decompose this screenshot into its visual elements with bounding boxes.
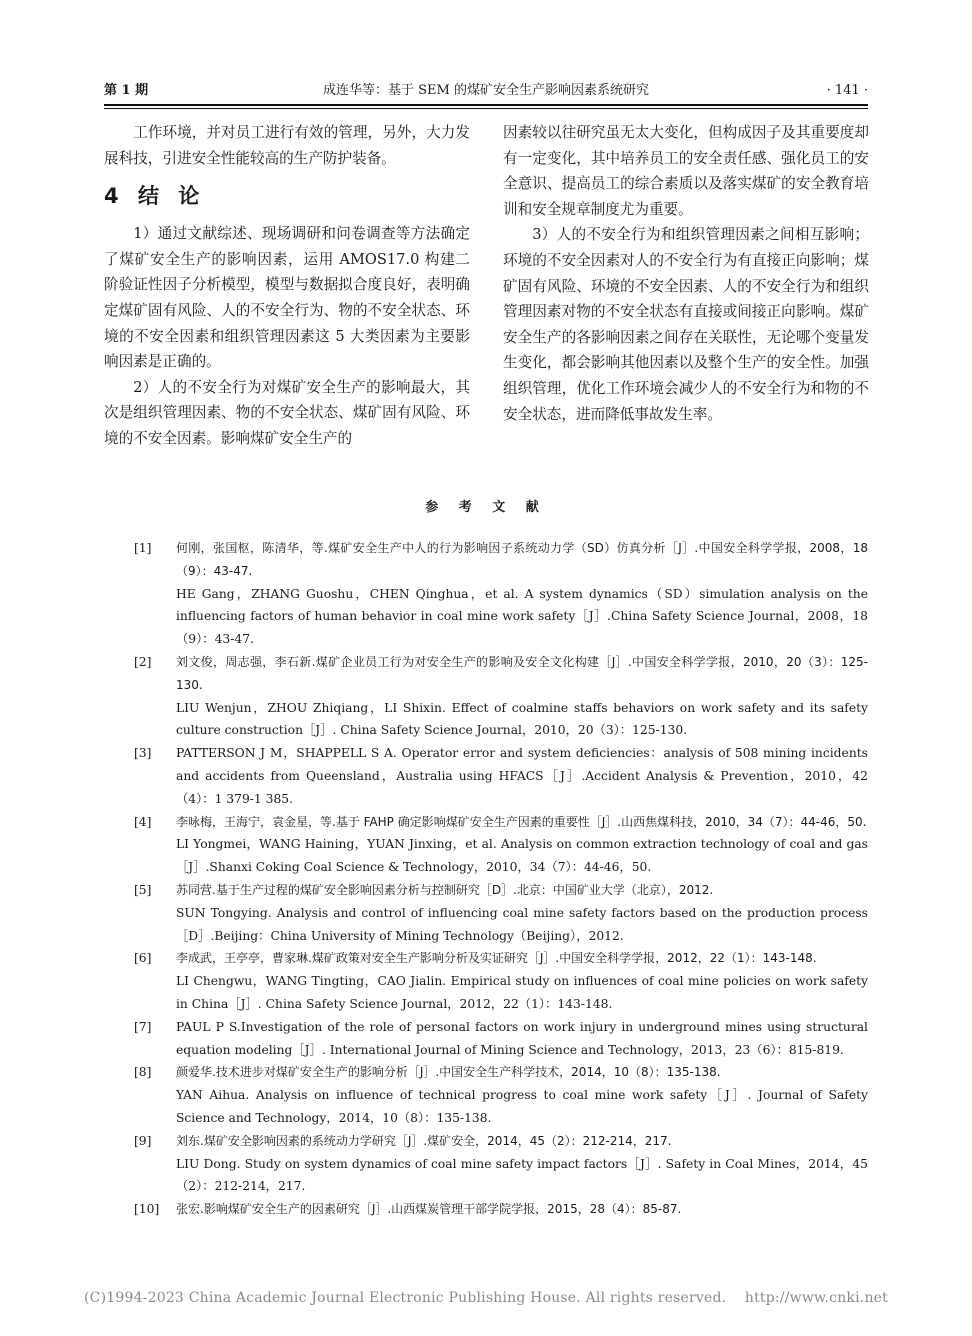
- reference-item: [104, 1061, 868, 1129]
- header-rule-thin: [104, 108, 868, 109]
- reference-en: SUN Tongying. Analysis and control of influencing coal mine safety factors based on the production process［D］.Beijing：China University of Mining Technology（Beijing），2012.: [176, 905, 868, 943]
- page-header: [104, 78, 868, 104]
- reference-number: [7]: [134, 1019, 152, 1034]
- reference-number: [5]: [134, 882, 152, 897]
- reference-number: [9]: [134, 1133, 152, 1148]
- left-column: [104, 120, 470, 452]
- reference-en: LI Chengwu，WANG Tingting，CAO Jialin. Empirical study on influences of coal mine policies on work safety in China［J］. China Safety Science Journal，2012，22（1）：143-148.: [176, 974, 868, 1011]
- reference-number: [2]: [134, 654, 152, 669]
- reference-cn: 张宏.影响煤矿安全生产的因素研究［J］.山西煤炭管理干部学院学报，2015，28（4）：85-87.: [176, 1202, 682, 1217]
- reference-en: YAN Aihua. Analysis on influence of technical progress to coal mine work safety［J］. Journal of Safety Science and Technology，2014，10（8）：135-138.: [176, 1088, 868, 1125]
- reference-en: PAUL P S.Investigation of the role of personal factors on work injury in underground mines using structural equation modeling［J］. International Journal of Mining Science and Technology，2013，23（6）：815-819.: [176, 1019, 868, 1057]
- header-rule-thick: [104, 104, 868, 106]
- reference-item: [104, 742, 868, 810]
- running-title: 成连华等：基于 SEM 的煤矿安全生产影响因素系统研究: [323, 83, 649, 98]
- reference-cn: 苏同营.基于生产过程的煤矿安全影响因素分析与控制研究［D］.北京：中国矿业大学（北京），2012.: [176, 882, 714, 897]
- reference-number: [1]: [134, 541, 152, 555]
- issue-label: 第 1 期: [104, 83, 149, 98]
- reference-item: [104, 1016, 868, 1062]
- page-number: · 141 ·: [826, 83, 868, 98]
- reference-item: [104, 947, 868, 1015]
- references-heading: 参 考 文 献: [425, 500, 547, 515]
- reference-en: PATTERSON J M，SHAPPELL S A. Operator error and system deficiencies：analysis of 508 mining incidents and accidents from Queensland，Australia using HFACS［J］.Accident Analysis & Prevention，2010，42（4）：1 379-1 385.: [176, 746, 868, 806]
- reference-item: [104, 811, 868, 879]
- references-list: [104, 537, 868, 1221]
- reference-cn: 李咏梅，王海宁，袁金星，等.基于 FAHP 确定影响煤矿安全生产因素的重要性［J］.山西焦煤科技，2010，34（7）：44-46，50.: [176, 814, 867, 829]
- reference-number: [8]: [134, 1065, 152, 1080]
- section-number: 4: [104, 184, 125, 209]
- right-column: [503, 120, 869, 427]
- reference-en: LIU Dong. Study on system dynamics of coal mine safety impact factors［J］. Safety in Coal Mines，2014，45（2）：212-214，217.: [176, 1156, 868, 1194]
- reference-en: HE Gang，ZHANG Guoshu，CHEN Qinghua，et al. A system dynamics（SD）simulation analysis on the influencing factors of human behavior in coal mine work safety［J］.China Safety Science Journal，2008，18（9）：43-47.: [176, 586, 868, 647]
- reference-cn: 李成武，王亭亭，曹家琳.煤矿政策对安全生产影响分析及实证研究［J］.中国安全科学学报，2012，22（1）：143-148.: [176, 951, 817, 966]
- reference-number: [4]: [134, 814, 152, 829]
- reference-item: [104, 651, 868, 742]
- continuation-paragraph: 工作环境，并对员工进行有效的管理，另外，大力发展科技，引进安全性能较高的生产防护装备。: [104, 124, 470, 167]
- reference-number: [6]: [134, 951, 152, 966]
- reference-item: [104, 1130, 868, 1198]
- section-heading: [104, 171, 470, 221]
- reference-number: [10]: [134, 1202, 160, 1217]
- reference-item: [104, 879, 868, 947]
- reference-number: [3]: [134, 746, 152, 761]
- copyright-footer: (C)1994-2023 China Academic Journal Electronic Publishing House. All rights reserved. http://www.cnki.net: [84, 1290, 888, 1306]
- conclusion-paragraph-2: 2）人的不安全行为对煤矿安全生产的影响最大，其次是组织管理因素、物的不安全状态、煤矿固有风险、环境的不安全因素。影响煤矿安全生产的: [104, 378, 470, 447]
- conclusion-paragraph-2-cont: 因素较以往研究虽无太大变化，但构成因子及其重要度却有一定变化，其中培养员工的安全责任感、强化员工的安全意识、提高员工的综合素质以及落实煤矿的安全教育培训和安全规章制度尤为重要。: [503, 124, 869, 218]
- section-title: 结 论: [137, 184, 206, 209]
- reference-cn: 颜爱华.技术进步对煤矿安全生产的影响分析［J］.中国安全生产科学技术，2014，10（8）：135-138.: [176, 1065, 721, 1080]
- reference-cn: 何刚，张国枢，陈清华，等.煤矿安全生产中人的行为影响因子系统动力学（SD）仿真分析［J］.中国安全科学学报，2008，18（9）：43-47.: [176, 541, 868, 578]
- reference-en: LI Yongmei，WANG Haining，YUAN Jinxing，et al. Analysis on common extraction technology of coal and gas［J］.Shanxi Coking Coal Science & Technology，2010，34（7）：44-46，50.: [176, 837, 868, 875]
- conclusion-paragraph-1: 1）通过文献综述、现场调研和问卷调查等方法确定了煤矿安全生产的影响因素，运用 AMOS17.0 构建二阶验证性因子分析模型，模型与数据拟合度良好，表明确定煤矿固有风险、人的不安全行为、物的不安全状态、环境的不安全因素和组织管理因素这 5 大类因素为主要影响因素是正确的。: [104, 225, 470, 371]
- reference-cn: 刘东.煤矿安全影响因素的系统动力学研究［J］.煤矿安全，2014，45（2）：212-214，217.: [176, 1133, 672, 1148]
- reference-cn: 刘文俊，周志强，李石新.煤矿企业员工行为对安全生产的影响及安全文化构建［J］.中国安全科学学报，2010，20（3）：125-130.: [176, 654, 868, 692]
- reference-en: LIU Wenjun，ZHOU Zhiqiang，LI Shixin. Effect of coalmine staffs behaviors on work safety and its safety culture construction［J］. China Safety Science Journal，2010，20（3）：125-130.: [176, 700, 868, 738]
- conclusion-paragraph-3: 3）人的不安全行为和组织管理因素之间相互影响；环境的不安全因素对人的不安全行为有直接正向影响；煤矿固有风险、环境的不安全因素、人的不安全行为和组织管理因素对物的不安全状态有直接或间接正向影响。煤矿安全生产的各影响因素之间存在关联性，无论哪个变量发生变化，都会影响其他因素以及整个生产的安全性。加强组织管理，优化工作环境会减少人的不安全行为和物的不安全状态，进而降低事故发生率。: [503, 226, 869, 423]
- reference-item: [104, 1198, 868, 1221]
- reference-item: [104, 537, 868, 651]
